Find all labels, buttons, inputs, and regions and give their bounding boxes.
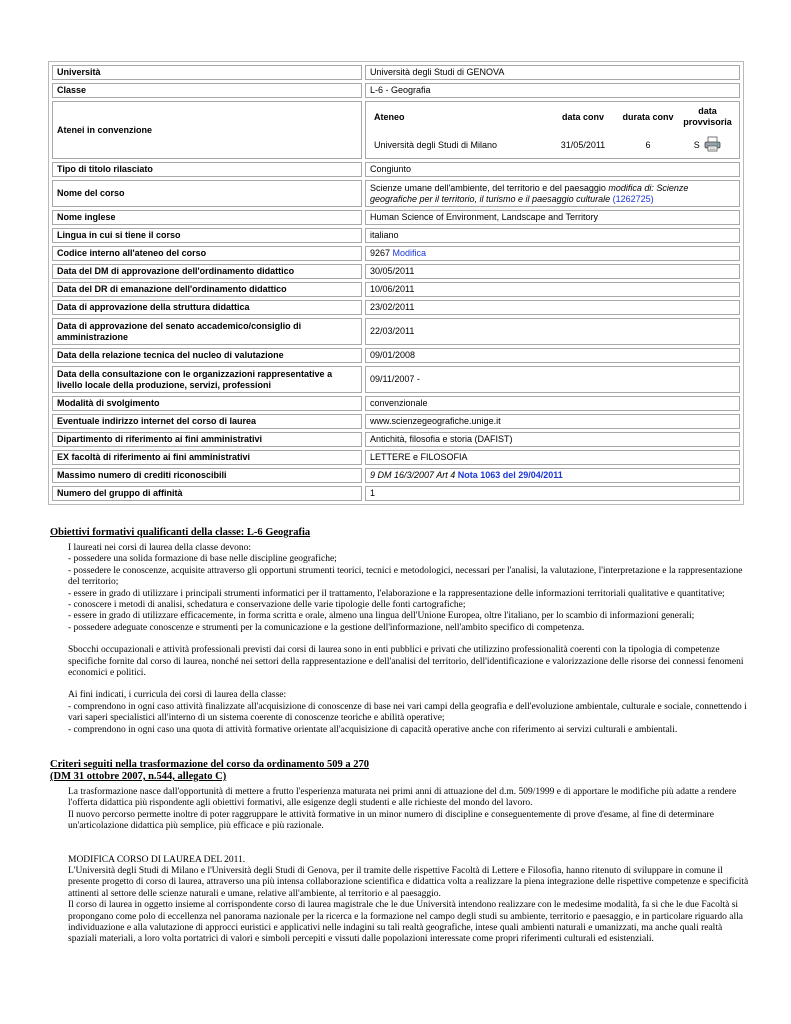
row-value: Antichità, filosofia e storia (DAFIST) (365, 432, 740, 447)
criteri-section (50, 759, 750, 946)
row-value: italiano (365, 228, 740, 243)
obiettivi-sbocchi: Sbocchi occupazionali e attività professionali previsti dai corsi di laurea sono in enti pubblici e privati che utilizzino professionalità coerenti con la tipologia di competenze specifiche fornite dal corso di laurea, nonché nei settori della rappresentazione e dell'analisi del territorio, dell'identificazione e valorizzazione delle risorse dei connessi fenomeni economici e politici. (68, 645, 744, 679)
row-label: Lingua in cui si tiene il corso (52, 228, 362, 243)
course-code-link[interactable]: (1262725) (612, 193, 654, 204)
row-value: Congiunto (365, 162, 740, 177)
table-row (52, 210, 740, 225)
ateneo-data-provvisoria: S (693, 139, 700, 150)
row-label: Dipartimento di riferimento ai fini amministrativi (52, 432, 362, 447)
course-modification-note: modifica di: Scienze geografiche per il territorio, il turismo e il paesaggio culturale (370, 182, 689, 204)
row-value (365, 180, 740, 207)
course-internal-code: 9267 (370, 248, 391, 258)
obiettivi-line: - conoscere i metodi di analisi, schedatura e conservazione delle varie tipologie delle fonti cartografiche; (68, 600, 466, 611)
table-row (52, 65, 740, 80)
row-value (365, 468, 740, 483)
row-value: 22/03/2011 (365, 318, 740, 345)
table-row (52, 468, 740, 483)
row-value: Human Science of Environment, Landscape and Territory (365, 210, 740, 225)
table-row (52, 348, 740, 363)
row-value: LETTERE e FILOSOFIA (365, 450, 740, 465)
row-label: Codice interno all'ateneo del corso (52, 246, 362, 261)
obiettivi-line: - possedere adeguate conoscenze e strumenti per la comunicazione e la gestione dell'informazione, nell'ambito specifico di competenza. (68, 622, 585, 633)
obiettivi-line: - essere in grado di utilizzare efficacemente, in forma scritta e orale, almeno una lingua dell'Unione Europea, oltre l'italiano, per lo scambio di informazioni generali; (68, 611, 695, 622)
row-label: Nome del corso (52, 180, 362, 207)
row-label: Data del DR di emanazione dell'ordinamento didattico (52, 282, 362, 297)
table-row (52, 162, 740, 177)
criteri-paragraph: MODIFICA CORSO DI LAUREA DEL 2011. (68, 854, 246, 865)
criteri-title-line1: Criteri seguiti nella trasformazione del corso da ordinamento 509 a 270 (50, 759, 370, 770)
criteri-paragraph: Il corso di laurea in oggetto insieme al corrispondente corso di laurea magistrale che le due Università intendono realizzare con le medesime modalità, fa sì che le due Facoltà si propongano come polo di eccellenza nel panorama nazionale per la ricerca e la formazione nel campo degli studi su ambiente, territorio e paesaggio, e in particolare riguardo alla individuazione e alla valutazione di approcci euristici e applicativi nelle indagini su tali realtà geografiche, intese quali ambienti naturali e umanizzati, ma anche quali realtà spaziali materiali, a loro volta portatrici di valori e simboli percepiti e vissuti dalle popolazioni interessate come propri riferimenti culturali ed esistenziali. (68, 900, 743, 945)
row-label: Massimo numero di crediti riconoscibili (52, 468, 362, 483)
row-label: Modalità di svolgimento (52, 396, 362, 411)
row-value: 09/11/2007 - (365, 366, 740, 393)
row-value: 1 (365, 486, 740, 501)
row-label: Tipo di titolo rilasciato (52, 162, 362, 177)
obiettivi-line: - essere in grado di utilizzare i principali strumenti informatici per il trattamento, l'elaborazione e la rappresentazione delle informazioni territoriali qualitative e quantitative; (68, 588, 725, 599)
table-row (52, 450, 740, 465)
criteri-paragraph: La trasformazione nasce dall'opportunità di mettere a frutto l'esperienza maturata nei primi anni di attuazione del d.m. 509/1999 e di apportare le modifiche più adatte a rendere l'offerta didattica più rispondente agli obiettivi formativi, alle esigenze degli studenti e alle richieste del mondo del lavoro. (68, 787, 737, 809)
row-value: L-6 - Geografia (365, 83, 740, 98)
row-value: 30/05/2011 (365, 264, 740, 279)
row-label: Data del DM di approvazione dell'ordinamento didattico (52, 264, 362, 279)
ateneo-durata-conv: 6 (645, 139, 651, 150)
table-row (52, 83, 740, 98)
obiettivi-line: - comprendono in ogni caso attività finalizzate all'acquisizione di conoscenze di base nei vari campi della geografia e dell'evoluzione ambientale, culturale e sociale, connettendo i vari saperi specialistici all'interno di un sistema coerente di conoscenze teoriche e abilità operative; (68, 701, 747, 724)
atenei-header-row (368, 102, 737, 132)
obiettivi-section (50, 527, 750, 736)
credits-value: 9 DM 16/3/2007 Art 4 (370, 470, 456, 480)
obiettivi-title: Obiettivi formativi qualificanti della classe: L-6 Geografia (50, 527, 311, 538)
table-row (52, 246, 740, 261)
header-ateneo: Ateneo (374, 111, 405, 122)
ateneo-data-provvisoria-cell (678, 132, 737, 158)
row-label: Data di approvazione del senato accademico/consiglio di amministrazione (52, 318, 362, 345)
ateneo-name: Università degli Studi di Milano (374, 139, 498, 150)
printer-icon[interactable] (704, 136, 721, 155)
table-row (52, 282, 740, 297)
obiettivi-line: - possedere le conoscenze, acquisite attraverso gli opportuni strumenti teorici, tecnici e metodologici, necessari per l'analisi, la valutazione, l'interpretazione e la rappresentazione del territorio; (68, 565, 743, 588)
row-label: Data di approvazione della struttura didattica (52, 300, 362, 315)
row-value (365, 246, 740, 261)
modifica-link[interactable]: Modifica (392, 248, 427, 258)
table-row (52, 486, 740, 501)
row-value: 23/02/2011 (365, 300, 740, 315)
course-info-table (48, 61, 744, 505)
atenei-cell (365, 101, 740, 159)
row-label: Data della consultazione con le organizzazioni rappresentative a livello locale della produzione, servizi, professioni (52, 366, 362, 393)
table-row (52, 366, 740, 393)
table-row (52, 414, 740, 429)
row-value: www.scienzegeografiche.unige.it (365, 414, 740, 429)
criteri-body (68, 787, 750, 946)
atenei-data-row (368, 132, 737, 158)
criteri-paragraph: L'Università degli Studi di Milano e l'Università degli Studi di Genova, per il tramite delle rispettive Facoltà di Lettere e Filosofia, hanno ritenuto di sviluppare in comune il presente progetto di corso di laurea, attraverso una più intensa collaborazione scientifica e didattica volta a realizzare la piena integrazione delle rispettive competenze e specificità attinenti al settore delle scienze naturali e umane, relative all'ambiente, al territorio e al paesaggio. (68, 866, 749, 899)
row-label: Eventuale indirizzo internet del corso di laurea (52, 414, 362, 429)
table-row (52, 432, 740, 447)
row-value: Università degli Studi di GENOVA (365, 65, 740, 80)
table-row (52, 318, 740, 345)
table-row (52, 300, 740, 315)
header-data-provvisoria: data provvisoria (683, 106, 732, 127)
row-label: Atenei in convenzione (52, 101, 362, 159)
obiettivi-line: Ai fini indicati, i curricula dei corsi di laurea della classe: (68, 690, 287, 701)
table-row (52, 264, 740, 279)
row-label: Nome inglese (52, 210, 362, 225)
row-value: convenzionale (365, 396, 740, 411)
criteri-title-line2: (DM 31 ottobre 2007, n.544, allegato C) (50, 771, 227, 782)
row-label: EX facoltà di riferimento ai fini amministrativi (52, 450, 362, 465)
table-row (52, 101, 740, 159)
row-label: Data della relazione tecnica del nucleo di valutazione (52, 348, 362, 363)
header-durata-conv: durata conv (622, 111, 674, 122)
row-label: Classe (52, 83, 362, 98)
atenei-table (368, 102, 737, 158)
ateneo-data-conv: 31/05/2011 (560, 139, 606, 150)
header-data-conv: data conv (561, 111, 604, 122)
obiettivi-body (68, 543, 750, 736)
row-label: Numero del gruppo di affinità (52, 486, 362, 501)
obiettivi-line: I laureati nei corsi di laurea della classe devono: (68, 543, 252, 553)
row-value: 10/06/2011 (365, 282, 740, 297)
row-value: 09/01/2008 (365, 348, 740, 363)
row-label: Università (52, 65, 362, 80)
obiettivi-line: - comprendono in ogni caso una quota di attività formative orientate all'acquisizione di capacità operative anche con riferimento ai servizi culturali e ambientali. (68, 724, 678, 735)
criteri-paragraph: Il nuovo percorso permette inoltre di poter raggruppare le attività formative in un minor numero di discipline e conseguentemente di prove d'esame, al fine di determinare un'articolazione didattica più semplice, più efficace e più razionale. (68, 809, 714, 832)
table-row (52, 228, 740, 243)
obiettivi-line: - possedere una solida formazione di base nelle discipline geografiche; (68, 554, 337, 565)
criteri-title (50, 759, 750, 783)
table-row (52, 180, 740, 207)
nota-link[interactable]: Nota 1063 del 29/04/2011 (457, 470, 563, 480)
table-row (52, 396, 740, 411)
course-name: Scienze umane dell'ambiente, del territorio e del paesaggio (370, 182, 606, 193)
